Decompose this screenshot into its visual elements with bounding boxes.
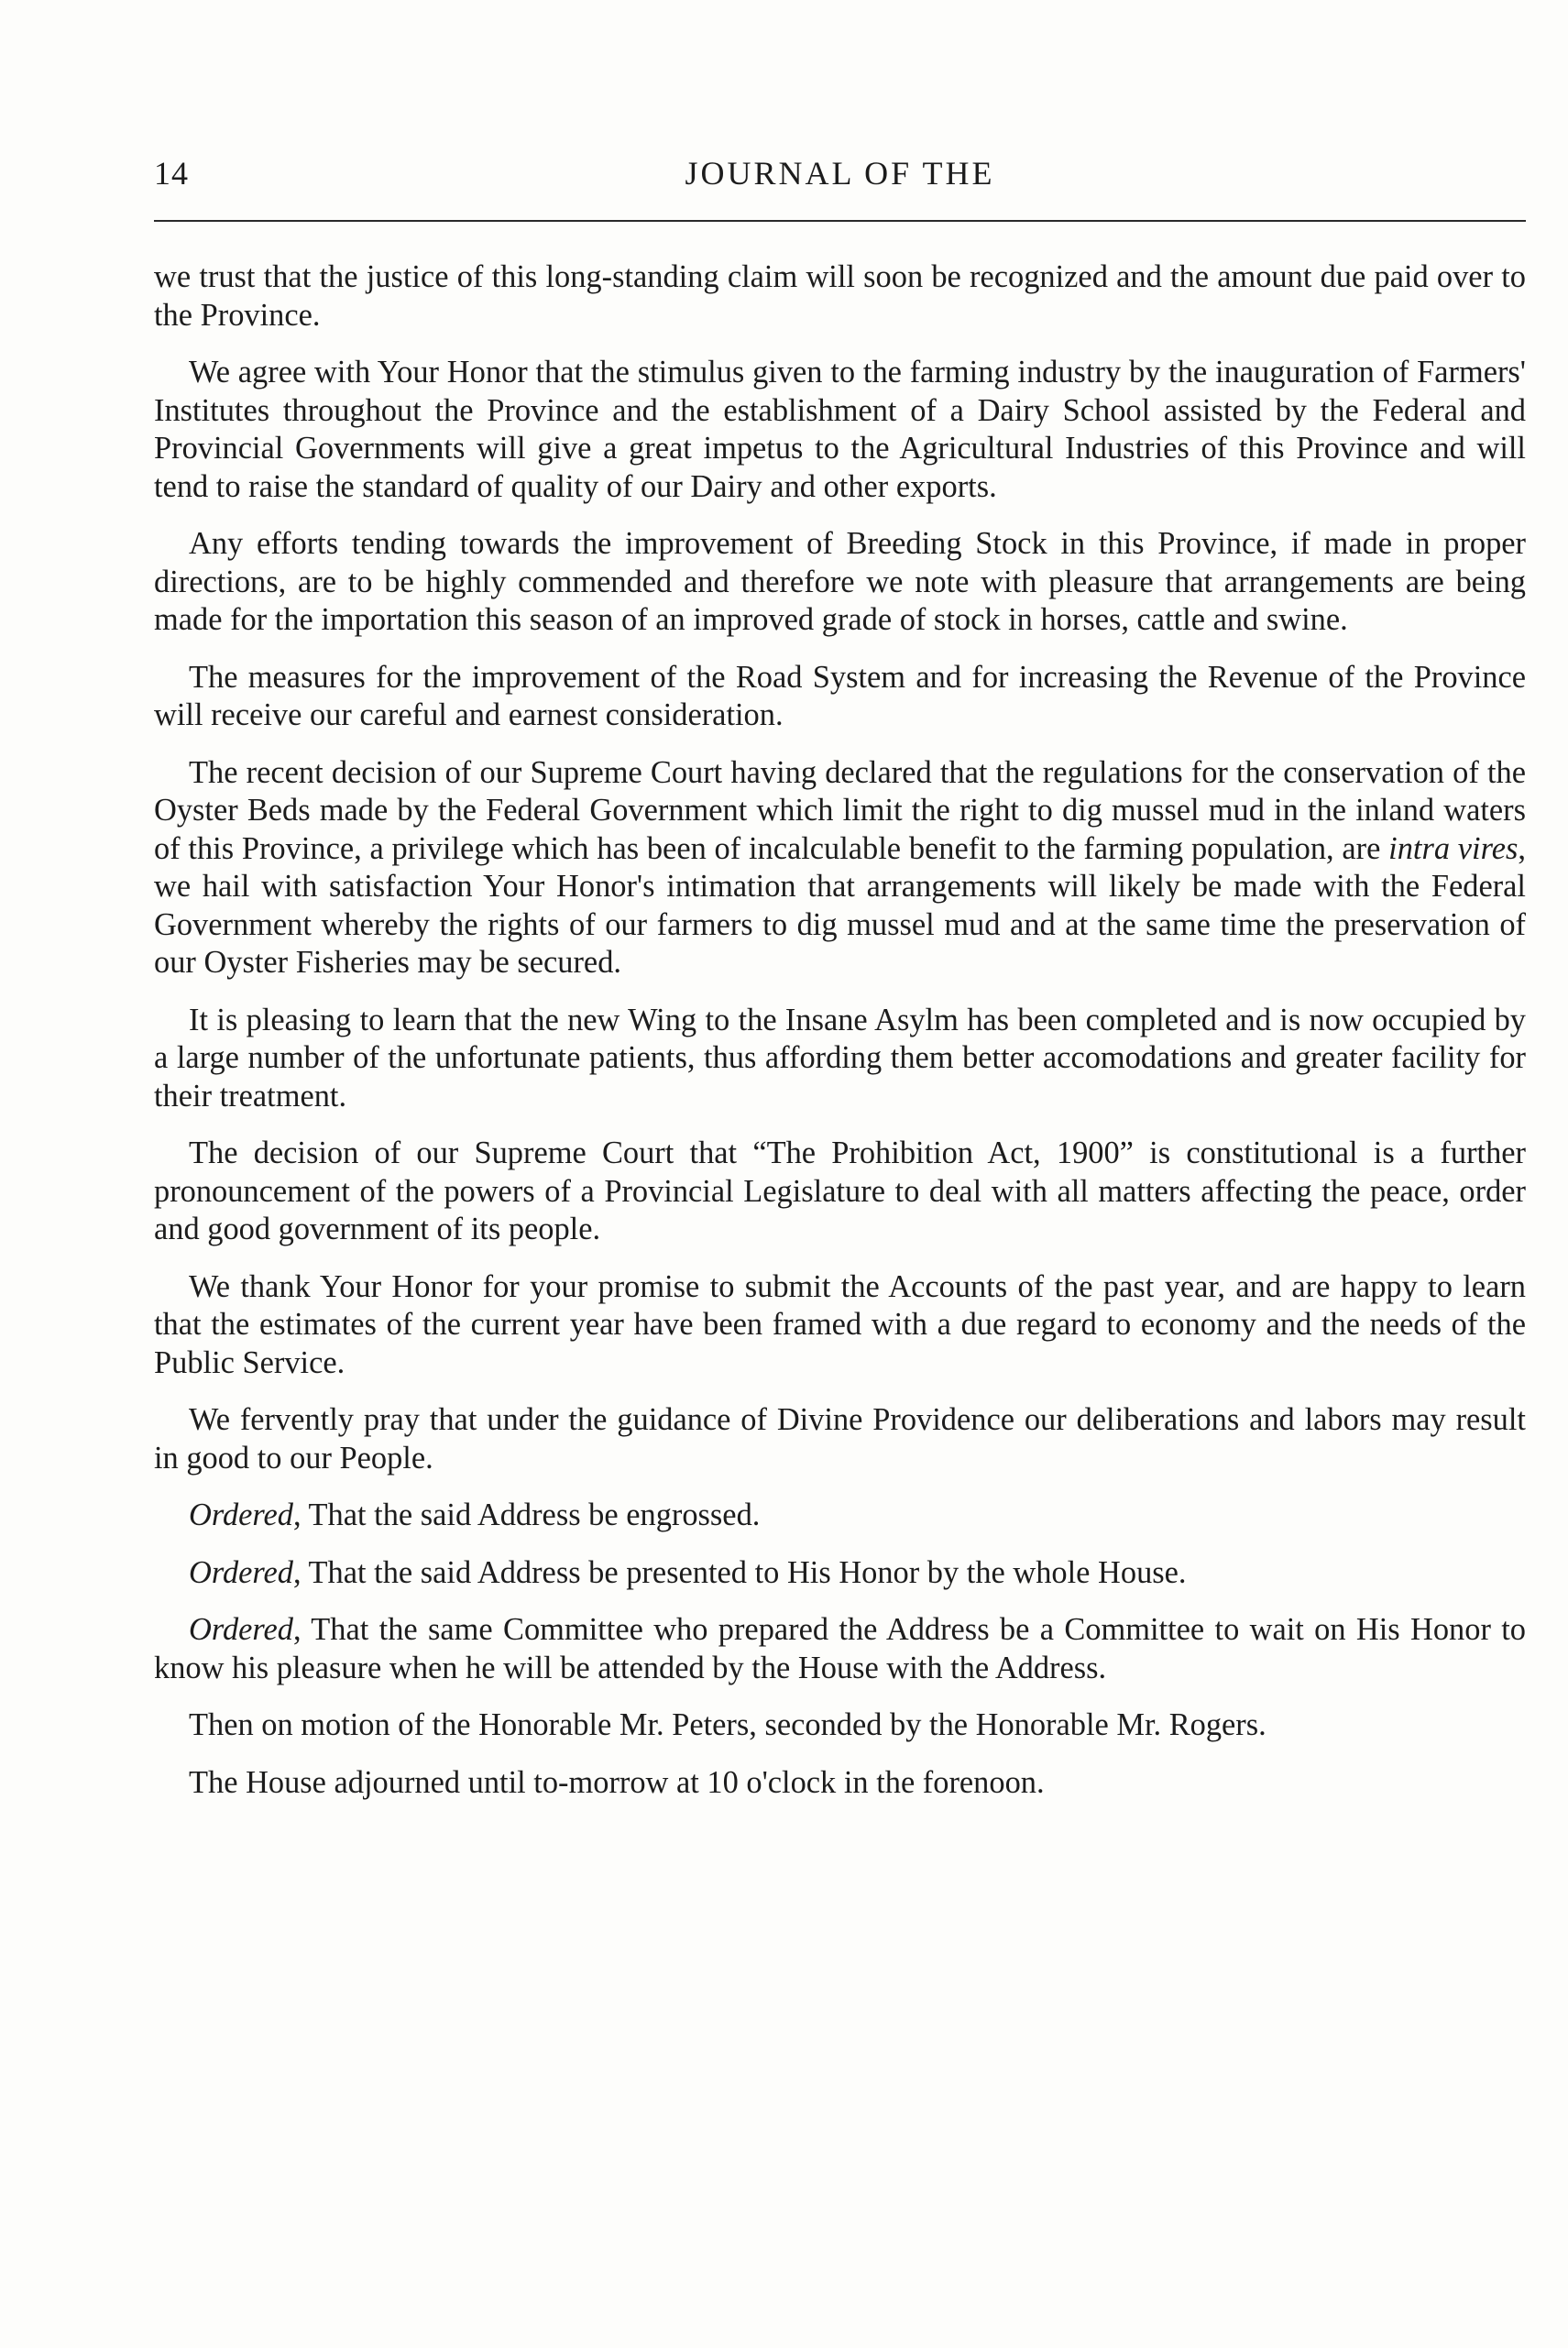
body-text (154, 258, 1526, 1821)
italic-ordered: Ordered (189, 1554, 293, 1590)
page-header (154, 147, 1526, 202)
running-head: JOURNAL OF THE (685, 155, 995, 192)
ordered-committee-text: , That the same Committee who prepared the Address be a Committee to wait on His Honor to know his pleasure when he will be attended by the House with the Address. (154, 1612, 1526, 1685)
paragraph-ordered-engrossed (154, 1497, 1526, 1535)
italic-ordered: Ordered (189, 1612, 293, 1647)
ordered-engrossed-text: , That the said Address be engrossed. (292, 1498, 761, 1532)
paragraph-continued-claim: we trust that the justice of this long-standing claim will soon be recognized and the amount due paid over to the Province. (154, 259, 1526, 333)
italic-intra-vires: intra vires (1388, 830, 1519, 866)
paragraph-ordered-committee (154, 1611, 1526, 1687)
paragraph-road-system: The measures for the improvement of the Road System and for increasing the Revenue of the Province will receive our careful and earnest consideration. (154, 659, 1526, 732)
paragraph-accounts: We thank Your Honor for your promise to submit the Accounts of the past year, and are happy to learn that the estimates of the current year have been framed with a due regard to economy and the needs of the Public Service. (154, 1268, 1526, 1380)
paragraph-ordered-presented (154, 1554, 1526, 1593)
italic-ordered: Ordered (189, 1498, 293, 1532)
paragraph-divine-providence: We fervently pray that under the guidance of Divine Providence our deliberations and labors may result in good to our People. (154, 1402, 1526, 1476)
page-number: 14 (154, 155, 189, 192)
paragraph-oyster-beds-part-2: , we hail with satisfaction Your Honor's intimation that arrangements will likely be made with the Federal Government whereby the rights of our farmers to dig mussel mud and at the same time the preservation of our Oyster Fisheries may be secured. (154, 830, 1526, 980)
paragraph-insane-asylum: It is pleasing to learn that the new Wing to the Insane Asylm has been completed and is now occupied by a large number of the unfortunate patients, thus affording them better accomodations and greater facility for their treatment. (154, 1002, 1526, 1114)
paragraph-oyster-beds-part-1: The recent decision of our Supreme Court having declared that the regulations for the conservation of the Oyster Beds made by the Federal Government which limit the right to dig mussel mud in the inland waters of this Province, a privilege which has been of incalculable benefit to the farming population, are (154, 754, 1526, 866)
header-rule (154, 220, 1526, 222)
paragraph-breeding-stock: Any efforts tending towards the improvement of Breeding Stock in this Province, if made in proper directions, are to be highly commended and therefore we note with pleasure that arrangements are being made for the importation this season of an improved grade of stock in horses, cattle and swine. (154, 526, 1526, 637)
paragraph-motion: Then on motion of the Honorable Mr. Peters, seconded by the Honorable Mr. Rogers. (189, 1707, 1266, 1742)
paragraph-prohibition-act: The decision of our Supreme Court that “The Prohibition Act, 1900” is constitutional is a further pronouncement of the powers of a Provincial Legislature to deal with all matters affecting the peace, order and good government of its people. (154, 1136, 1526, 1246)
paragraph-oyster-beds (154, 754, 1526, 982)
ordered-presented-text: , That the said Address be presented to His Honor by the whole House. (292, 1554, 1187, 1590)
paragraph-adjourned: The House adjourned until to-morrow at 10 o'clock in the forenoon. (189, 1764, 1045, 1800)
paragraph-farming-industry: We agree with Your Honor that the stimulus given to the farming industry by the inauguration of Farmers' Institutes throughout the Province and the establishment of a Dairy School assisted by the Federal and Provincial Governments will give a great impetus to the Agricultural Industries of this Province and will tend to raise the standard of quality of our Dairy and other exports. (154, 355, 1526, 504)
